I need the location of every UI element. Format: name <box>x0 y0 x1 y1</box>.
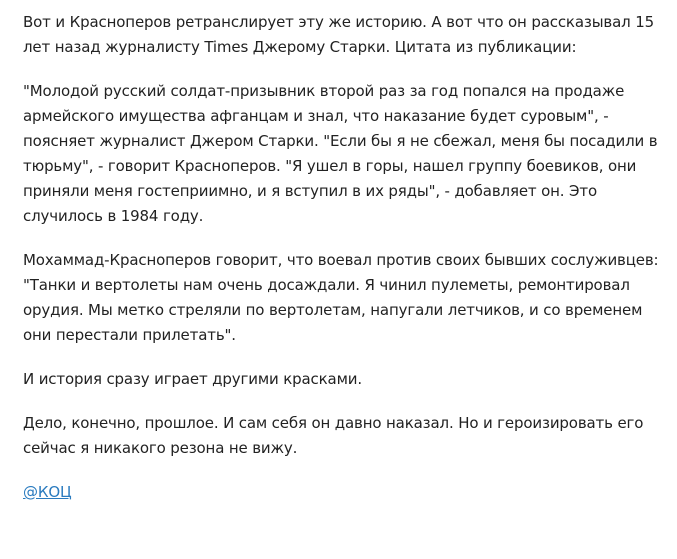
mention-paragraph <box>23 480 663 505</box>
paragraph-quote: "Молодой русский солдат-призывник второй раз за год попался на продаже армейского имущества афганцам и знал, что наказание будет суровым", - поясняет журналист Джером Старки. "Если бы я не сбежал, меня бы посадили в тюрьму", - говорит Красноперов. "Я ушел в горы, нашел группу боевиков, они приняли меня гостеприимно, и я вступил в их ряды", - добавляет он. Это случилось в 1984 году. <box>23 82 658 225</box>
paragraph-comment: И история сразу играет другими красками. <box>23 370 362 388</box>
paragraph-conclusion: Дело, конечно, прошлое. И сам себя он давно наказал. Но и героизировать его сейчас я никакого резона не вижу. <box>23 414 644 457</box>
author-mention-link[interactable]: @КОЦ <box>23 483 72 501</box>
post-body <box>23 10 663 515</box>
paragraph-intro: Вот и Красноперов ретранслирует эту же историю. А вот что он рассказывал 15 лет назад журналисту Times Джерому Старки. Цитата из публикации: <box>23 13 654 56</box>
paragraph-krasnoperov-statement: Мохаммад-Красноперов говорит, что воевал против своих бывших сослуживцев: "Танки и вертолеты нам очень досаждали. Я чинил пулеметы, ремонтировал орудия. Мы метко стреляли по вертолетам, напугали летчиков, и со временем они перестали прилетать". <box>23 251 659 344</box>
